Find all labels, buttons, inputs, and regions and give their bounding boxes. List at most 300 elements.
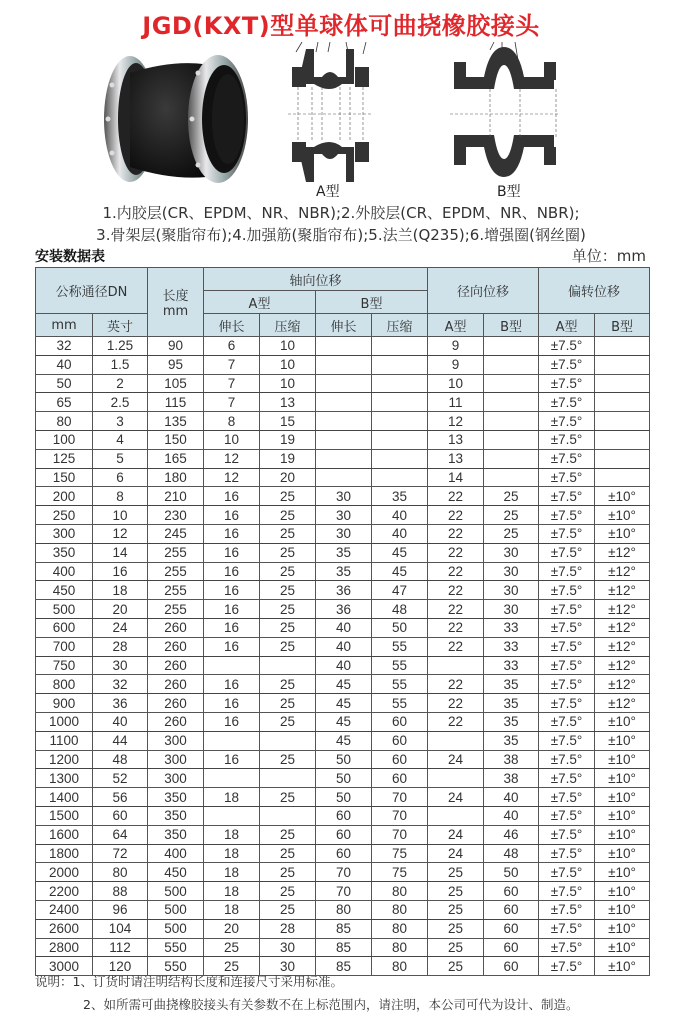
table-cell: 16 (204, 618, 260, 637)
table-cell: 260 (148, 637, 204, 656)
table-cell: 80 (372, 957, 428, 976)
table-cell: 500 (148, 882, 204, 901)
table-cell: ±7.5° (539, 543, 595, 562)
table-row (36, 938, 650, 957)
table-cell: 50 (316, 750, 372, 769)
table-cell: 8 (93, 487, 148, 506)
table-cell: 18 (204, 863, 260, 882)
table-cell: 150 (148, 430, 204, 449)
table-cell: 25 (484, 524, 539, 543)
table-row (36, 806, 650, 825)
table-cell: 2600 (36, 919, 93, 938)
table-cell: 80 (36, 412, 93, 431)
table-cell: ±7.5° (539, 562, 595, 581)
table-cell: 25 (484, 487, 539, 506)
table-cell: 19 (260, 449, 316, 468)
table-cell: 48 (372, 600, 428, 619)
table-cell: 55 (372, 675, 428, 694)
table-cell (428, 769, 484, 788)
table-cell (260, 806, 316, 825)
table-cell: 400 (36, 562, 93, 581)
table-cell: 250 (36, 506, 93, 525)
table-cell: ±10° (595, 938, 650, 957)
table-cell: 60 (372, 769, 428, 788)
table-cell: 750 (36, 656, 93, 675)
table-cell: ±7.5° (539, 788, 595, 807)
table-row (36, 637, 650, 656)
page-title: JGD(KXT)型单球体可曲挠橡胶接头 (142, 12, 540, 40)
table-cell: 80 (93, 863, 148, 882)
legend-line-1: 1.内胶层(CR、EPDM、NR、NBR);2.外胶层(CR、EPDM、NR、NBR); (102, 204, 580, 222)
table-cell: 9 (428, 355, 484, 374)
table-cell: 260 (148, 656, 204, 675)
table-cell: 14 (93, 543, 148, 562)
table-cell: 60 (484, 919, 539, 938)
table-row (36, 600, 650, 619)
table-cell: 60 (316, 844, 372, 863)
table-cell: 50 (36, 374, 93, 393)
table-cell (484, 337, 539, 356)
table-cell (595, 449, 650, 468)
table-cell: 10 (93, 506, 148, 525)
table-cell: 16 (204, 694, 260, 713)
table-cell: ±10° (595, 769, 650, 788)
table-cell (372, 337, 428, 356)
table-cell: ±7.5° (539, 355, 595, 374)
table-cell: 8 (204, 412, 260, 431)
table-cell: 30 (484, 600, 539, 619)
table-cell: 260 (148, 712, 204, 731)
table-cell: ±10° (595, 825, 650, 844)
diagram-b-label: B型 (497, 184, 521, 200)
table-cell: 10 (204, 430, 260, 449)
table-cell: 40 (372, 506, 428, 525)
table-cell: 24 (428, 844, 484, 863)
table-cell: 255 (148, 581, 204, 600)
table-cell: 600 (36, 618, 93, 637)
table-cell: 72 (93, 844, 148, 863)
table-cell: 25 (260, 600, 316, 619)
header-deflection-b: B型 (595, 314, 650, 337)
table-cell: 900 (36, 694, 93, 713)
table-cell: ±10° (595, 900, 650, 919)
table-cell: 25 (260, 882, 316, 901)
table-row (36, 844, 650, 863)
unit-label: 单位：mm (571, 247, 646, 265)
table-cell: 300 (148, 750, 204, 769)
table-cell: 35 (372, 487, 428, 506)
table-cell: 100 (36, 430, 93, 449)
notes (35, 970, 578, 1016)
table-cell: 70 (372, 825, 428, 844)
table-cell: 25 (260, 506, 316, 525)
table-cell (595, 337, 650, 356)
table-cell: 22 (428, 524, 484, 543)
header-mm: mm (36, 314, 93, 337)
table-cell (595, 468, 650, 487)
table-cell: ±7.5° (539, 506, 595, 525)
table-row (36, 900, 650, 919)
table-row (36, 618, 650, 637)
table-cell: 300 (148, 769, 204, 788)
table-cell: 105 (148, 374, 204, 393)
table-cell: 30 (484, 543, 539, 562)
table-cell: 16 (204, 712, 260, 731)
table-cell: 85 (316, 919, 372, 938)
table-cell (372, 468, 428, 487)
table-cell: ±10° (595, 788, 650, 807)
table-cell: 25 (260, 844, 316, 863)
table-cell: 12 (93, 524, 148, 543)
table-cell: 180 (148, 468, 204, 487)
table-cell: 22 (428, 694, 484, 713)
table-cell: 25 (204, 957, 260, 976)
table-cell (316, 393, 372, 412)
table-row (36, 562, 650, 581)
table-cell: 800 (36, 675, 93, 694)
header-radial-a: A型 (428, 314, 484, 337)
table-cell (372, 393, 428, 412)
table-cell: 104 (93, 919, 148, 938)
table-cell: 12 (204, 468, 260, 487)
table-cell: 260 (148, 675, 204, 694)
table-cell: 50 (316, 769, 372, 788)
table-row (36, 506, 650, 525)
table-cell: 52 (93, 769, 148, 788)
table-cell: 30 (484, 581, 539, 600)
table-cell: 60 (484, 882, 539, 901)
table-cell: 22 (428, 581, 484, 600)
table-cell: 80 (372, 919, 428, 938)
table-cell: 48 (93, 750, 148, 769)
table-cell: 18 (93, 581, 148, 600)
table-cell: 18 (204, 825, 260, 844)
table-cell: 48 (484, 844, 539, 863)
table-cell (204, 656, 260, 675)
table-cell: 16 (204, 524, 260, 543)
table-cell (260, 731, 316, 750)
table-cell: 2200 (36, 882, 93, 901)
table-cell (484, 449, 539, 468)
table-cell: 30 (316, 524, 372, 543)
table-row (36, 468, 650, 487)
table-cell: 16 (204, 506, 260, 525)
table-row (36, 750, 650, 769)
table-cell: 60 (372, 750, 428, 769)
table-cell: 35 (484, 731, 539, 750)
table-cell: 210 (148, 487, 204, 506)
table-cell: 40 (484, 788, 539, 807)
table-cell: ±7.5° (539, 919, 595, 938)
table-cell: 10 (260, 337, 316, 356)
table-cell: 18 (204, 788, 260, 807)
table-cell: 32 (93, 675, 148, 694)
table-cell: ±12° (595, 694, 650, 713)
table-cell: 25 (204, 938, 260, 957)
table-cell: 255 (148, 562, 204, 581)
table-cell: 45 (316, 675, 372, 694)
table-cell: 28 (260, 919, 316, 938)
table-cell: 40 (316, 656, 372, 675)
table-cell: 30 (316, 487, 372, 506)
table-cell (484, 355, 539, 374)
table-cell: 33 (484, 656, 539, 675)
table-cell (204, 731, 260, 750)
table-cell: 7 (204, 355, 260, 374)
table-cell (316, 430, 372, 449)
table-cell: 40 (484, 806, 539, 825)
table-cell: ±7.5° (539, 750, 595, 769)
table-cell: 20 (204, 919, 260, 938)
table-cell: ±10° (595, 957, 650, 976)
table-cell: 60 (316, 806, 372, 825)
table-cell: 70 (372, 806, 428, 825)
table-cell: 70 (316, 882, 372, 901)
table-cell: 80 (372, 882, 428, 901)
table-cell: 88 (93, 882, 148, 901)
table-cell: ±10° (595, 506, 650, 525)
table-cell: ±12° (595, 656, 650, 675)
table-cell (484, 468, 539, 487)
table-cell: 25 (260, 788, 316, 807)
table-cell: ±7.5° (539, 769, 595, 788)
table-cell: 22 (428, 487, 484, 506)
legend-line-2: 3.骨架层(聚脂帘布);4.加强筋(聚脂帘布);5.法兰(Q235);6.增强圈(钢丝圈) (96, 226, 586, 244)
table-cell: ±10° (595, 750, 650, 769)
table-cell (316, 468, 372, 487)
table-cell (372, 412, 428, 431)
table-cell: 25 (428, 882, 484, 901)
table-cell: 500 (36, 600, 93, 619)
table-cell: ±10° (595, 844, 650, 863)
table-row (36, 731, 650, 750)
table-row (36, 487, 650, 506)
table-cell: 1.25 (93, 337, 148, 356)
table-row (36, 825, 650, 844)
table-cell: 45 (316, 694, 372, 713)
table-cell: 40 (93, 712, 148, 731)
table-cell (204, 769, 260, 788)
table-cell: 85 (316, 957, 372, 976)
table-cell: 47 (372, 581, 428, 600)
table-cell: 18 (204, 900, 260, 919)
table-row (36, 524, 650, 543)
table-cell (260, 769, 316, 788)
header-radial: 径向位移 (428, 268, 539, 314)
table-cell: ±7.5° (539, 393, 595, 412)
table-cell (595, 412, 650, 431)
header-b-compress: 压缩 (372, 314, 428, 337)
table-cell: 350 (148, 806, 204, 825)
table-cell: 2000 (36, 863, 93, 882)
table-cell: 25 (260, 618, 316, 637)
table-cell: 13 (260, 393, 316, 412)
table-cell: ±7.5° (539, 694, 595, 713)
table-cell: 20 (93, 600, 148, 619)
header-axial: 轴向位移 (204, 268, 428, 291)
table-cell: ±7.5° (539, 487, 595, 506)
table-cell: 4 (93, 430, 148, 449)
table-row (36, 882, 650, 901)
table-row (36, 712, 650, 731)
table-cell: 230 (148, 506, 204, 525)
product-photo (100, 55, 275, 190)
table-cell (372, 355, 428, 374)
table-cell: 300 (36, 524, 93, 543)
note-2: 2、如所需可曲挠橡胶接头有关参数不在上标范围内，请注明，本公司可代为设计、制造。 (83, 997, 579, 1012)
table-cell: 1300 (36, 769, 93, 788)
table-cell: 60 (316, 825, 372, 844)
table-cell: 16 (204, 581, 260, 600)
table-cell: ±7.5° (539, 675, 595, 694)
table-cell (428, 731, 484, 750)
table-cell: 200 (36, 487, 93, 506)
table-cell: 56 (93, 788, 148, 807)
table-cell: ±7.5° (539, 731, 595, 750)
table-cell: ±7.5° (539, 524, 595, 543)
header-inch: 英寸 (93, 314, 148, 337)
table-cell: 55 (372, 637, 428, 656)
table-row (36, 374, 650, 393)
table-cell: 24 (93, 618, 148, 637)
table-cell: 500 (148, 900, 204, 919)
table-cell: 22 (428, 618, 484, 637)
table-cell: 40 (36, 355, 93, 374)
table-cell: 40 (372, 524, 428, 543)
table-cell: 32 (36, 337, 93, 356)
table-cell (204, 806, 260, 825)
diagram-b-type (450, 42, 560, 182)
table-cell: 10 (260, 374, 316, 393)
table-cell: 80 (372, 938, 428, 957)
table-cell: 60 (484, 900, 539, 919)
table-cell (372, 430, 428, 449)
table-cell: 95 (148, 355, 204, 374)
table-cell: 24 (428, 788, 484, 807)
table-cell: 1.5 (93, 355, 148, 374)
table-row (36, 656, 650, 675)
table-cell: 70 (316, 863, 372, 882)
table-cell: 300 (148, 731, 204, 750)
table-cell: ±7.5° (539, 825, 595, 844)
table-cell: 55 (372, 656, 428, 675)
table-cell: ±7.5° (539, 618, 595, 637)
table-cell (428, 656, 484, 675)
table-row (36, 675, 650, 694)
table-cell: 16 (204, 562, 260, 581)
table-cell: 70 (372, 788, 428, 807)
table-title: 安装数据表 (35, 249, 105, 265)
header-length-label: 长度 (162, 289, 189, 304)
table-cell (316, 374, 372, 393)
table-cell (316, 412, 372, 431)
table-cell: 16 (204, 600, 260, 619)
table-cell: 40 (316, 618, 372, 637)
table-cell: 500 (148, 919, 204, 938)
table-cell: 260 (148, 618, 204, 637)
table-cell: 450 (36, 581, 93, 600)
table-cell: 2.5 (93, 393, 148, 412)
table-cell: 33 (484, 618, 539, 637)
table-cell: 36 (316, 600, 372, 619)
header-deflection: 偏转位移 (539, 268, 650, 314)
table-cell: ±12° (595, 600, 650, 619)
table-cell: 150 (36, 468, 93, 487)
header-dn: 公称通径DN (36, 268, 148, 314)
table-cell: 1000 (36, 712, 93, 731)
table-cell: 60 (484, 957, 539, 976)
table-cell: 13 (428, 430, 484, 449)
table-cell: 1400 (36, 788, 93, 807)
table-cell (372, 374, 428, 393)
table-cell: 120 (93, 957, 148, 976)
table-cell: ±7.5° (539, 468, 595, 487)
header-radial-b: B型 (484, 314, 539, 337)
table-cell: 75 (372, 863, 428, 882)
table-cell: 115 (148, 393, 204, 412)
table-cell (595, 393, 650, 412)
table-cell: 25 (428, 938, 484, 957)
table-cell: 18 (204, 844, 260, 863)
table-cell: 30 (260, 938, 316, 957)
table-cell: 25 (428, 900, 484, 919)
table-cell: 2800 (36, 938, 93, 957)
table-cell: 12 (428, 412, 484, 431)
table-cell (484, 412, 539, 431)
table-cell: 25 (428, 919, 484, 938)
table-cell: 16 (204, 637, 260, 656)
table-row (36, 581, 650, 600)
table-cell: 22 (428, 637, 484, 656)
table-cell: ±7.5° (539, 637, 595, 656)
table-cell (484, 430, 539, 449)
table-cell: 90 (148, 337, 204, 356)
table-cell: 25 (260, 637, 316, 656)
table-cell: 30 (260, 957, 316, 976)
table-cell: 3000 (36, 957, 93, 976)
table-cell: 24 (428, 750, 484, 769)
table-cell: 5 (93, 449, 148, 468)
table-cell: 11 (428, 393, 484, 412)
table-cell: 125 (36, 449, 93, 468)
table-cell: 255 (148, 600, 204, 619)
table-cell: 45 (372, 543, 428, 562)
table-cell: ±10° (595, 487, 650, 506)
table-cell: 60 (372, 731, 428, 750)
table-cell (316, 355, 372, 374)
table-cell (595, 430, 650, 449)
table-cell: ±7.5° (539, 449, 595, 468)
table-cell: 25 (260, 694, 316, 713)
table-cell: 22 (428, 562, 484, 581)
table-cell: 80 (372, 900, 428, 919)
table-cell: ±10° (595, 919, 650, 938)
header-b-extend: 伸长 (316, 314, 372, 337)
table-cell: 85 (316, 938, 372, 957)
table-row (36, 788, 650, 807)
table-cell: 36 (316, 581, 372, 600)
table-cell: 245 (148, 524, 204, 543)
table-cell: 45 (316, 712, 372, 731)
table-cell: 1500 (36, 806, 93, 825)
table-cell: 22 (428, 712, 484, 731)
diagram-a-label: A型 (316, 184, 340, 200)
table-cell: 64 (93, 825, 148, 844)
table-cell: 44 (93, 731, 148, 750)
table-cell: 16 (204, 487, 260, 506)
table-cell: ±7.5° (539, 957, 595, 976)
table-cell: 25 (484, 506, 539, 525)
